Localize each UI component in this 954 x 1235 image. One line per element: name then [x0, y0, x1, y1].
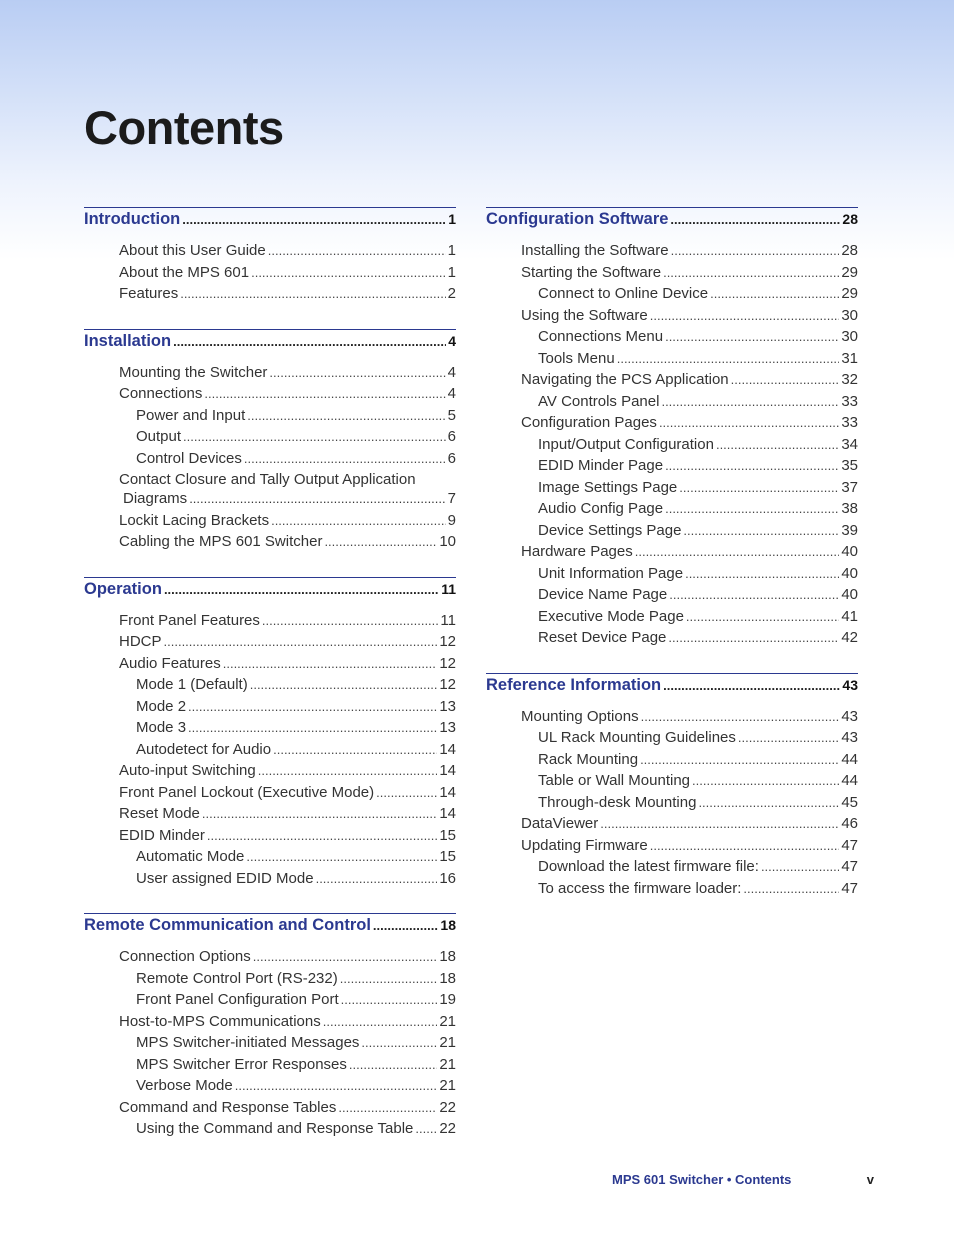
- toc-entry-label[interactable]: Autodetect for Audio: [136, 740, 272, 758]
- toc-entry-label[interactable]: Mode 2: [136, 697, 187, 715]
- toc-entry[interactable]: [486, 393, 858, 415]
- toc-entry[interactable]: [84, 612, 456, 634]
- toc-left-column: [84, 207, 468, 1164]
- toc-entry[interactable]: [486, 543, 858, 565]
- toc-entry-page-number: 2: [447, 285, 456, 302]
- toc-section-heading[interactable]: [84, 329, 456, 358]
- toc-entry[interactable]: [486, 479, 858, 501]
- toc-entry-label[interactable]: Output: [136, 428, 182, 445]
- footer-page-number: v: [866, 1172, 874, 1187]
- toc-entry-page-number: 21: [439, 1034, 456, 1051]
- dot-leader: [173, 334, 446, 349]
- toc-section: [486, 207, 870, 651]
- toc-entry-page-number: 44: [841, 772, 858, 789]
- toc-entry-page-number: 19: [439, 991, 456, 1008]
- toc-entry[interactable]: [84, 407, 456, 429]
- toc-entry-page-number: 16: [439, 869, 456, 887]
- toc-entry-label[interactable]: Download the latest firmware file:: [538, 858, 759, 875]
- toc-entry-label[interactable]: Device Settings Page: [538, 521, 682, 539]
- toc-entry[interactable]: [84, 385, 456, 407]
- toc-entry-label[interactable]: Features: [119, 285, 179, 302]
- toc-entry-page-number: 30: [841, 306, 858, 324]
- dot-leader: [323, 1014, 438, 1029]
- dot-leader: [600, 816, 839, 831]
- toc-entry-page-number: 18: [439, 948, 456, 965]
- toc-entry-label[interactable]: Reset Device Page: [538, 629, 667, 646]
- dot-leader: [183, 429, 446, 444]
- toc-entry-page-number: 33: [841, 414, 858, 431]
- toc-entry-label[interactable]: Hardware Pages: [521, 543, 633, 560]
- toc-entry-label[interactable]: To access the firmware loader:: [538, 879, 742, 897]
- toc-entry-label[interactable]: Front Panel Features: [119, 611, 260, 629]
- toc-entry-page-number: 45: [841, 793, 858, 811]
- toc-entry-page-number: 33: [841, 392, 858, 410]
- toc-entry-label[interactable]: Audio Features: [119, 654, 221, 672]
- section-title[interactable]: Reference Information: [486, 675, 662, 694]
- toc-entry-page-number: 6: [447, 428, 456, 445]
- toc-entry-label[interactable]: Image Settings Page: [538, 478, 678, 496]
- toc-entry[interactable]: [84, 948, 456, 970]
- dot-leader: [273, 742, 437, 757]
- dot-leader: [164, 582, 439, 597]
- toc-entry-page-number: 13: [439, 697, 456, 715]
- toc-entry[interactable]: [84, 264, 456, 286]
- toc-entry-page-number: 47: [841, 858, 858, 875]
- dot-leader: [316, 871, 438, 886]
- dot-leader: [223, 656, 438, 671]
- dot-leader: [415, 1121, 437, 1136]
- toc-entry-label[interactable]: Executive Mode Page: [538, 607, 684, 625]
- toc-entry-label[interactable]: Lockit Lacing Brackets: [119, 511, 270, 529]
- dot-leader: [258, 763, 438, 778]
- toc-entry-label[interactable]: Mounting the Switcher: [119, 363, 268, 381]
- toc-entry-page-number: 39: [841, 521, 858, 539]
- dot-leader: [247, 408, 445, 423]
- toc-entry[interactable]: [486, 815, 858, 837]
- dot-leader: [207, 828, 437, 843]
- dot-leader: [269, 365, 445, 380]
- toc-entry-label[interactable]: Device Name Page: [538, 586, 668, 603]
- toc-entry[interactable]: [486, 307, 858, 329]
- toc-entry[interactable]: [84, 1120, 456, 1142]
- toc-entry-label[interactable]: Table or Wall Mounting: [538, 772, 691, 789]
- toc-entry[interactable]: [486, 608, 858, 630]
- toc-entry-page-number: 22: [439, 1098, 456, 1116]
- toc-entry[interactable]: [486, 751, 858, 773]
- toc-entry-label[interactable]: Front Panel Lockout (Executive Mode): [119, 783, 375, 801]
- toc-entry-continuation: [84, 490, 456, 512]
- dot-leader: [661, 394, 839, 409]
- dot-leader: [668, 630, 839, 645]
- toc-entry[interactable]: [84, 1056, 456, 1078]
- toc-entry[interactable]: [84, 1013, 456, 1035]
- toc-entry[interactable]: [486, 565, 858, 587]
- toc-entry-page-number: 14: [439, 762, 456, 779]
- toc-entry-page-number: 10: [439, 533, 456, 550]
- toc-entry[interactable]: [84, 1077, 456, 1099]
- toc-entry[interactable]: [486, 837, 858, 859]
- toc-entry-label[interactable]: Remote Control Port (RS-232): [136, 969, 338, 987]
- toc-entry-page-number: 44: [841, 750, 858, 768]
- toc-section-heading[interactable]: [486, 207, 858, 236]
- toc-entry-page-number: 32: [841, 371, 858, 388]
- toc-entry[interactable]: [84, 784, 456, 806]
- toc-entry-label[interactable]: Navigating the PCS Application: [521, 371, 729, 388]
- dot-leader: [164, 634, 438, 649]
- toc-entry[interactable]: [486, 858, 858, 880]
- toc-entry[interactable]: [486, 285, 858, 307]
- toc-entry-page-number: 34: [841, 435, 858, 453]
- dot-leader: [663, 265, 839, 280]
- dot-leader: [686, 609, 839, 624]
- toc-entry[interactable]: [84, 991, 456, 1013]
- toc-entry[interactable]: [486, 371, 858, 393]
- dot-leader: [710, 286, 839, 301]
- toc-entry[interactable]: [84, 970, 456, 992]
- toc-entry[interactable]: [84, 633, 456, 655]
- dot-leader: [670, 212, 840, 227]
- toc-entry-page-number: 35: [841, 457, 858, 474]
- toc-entry-page-number: 14: [439, 805, 456, 822]
- section-title[interactable]: Operation: [84, 579, 162, 598]
- toc-entry[interactable]: [486, 414, 858, 436]
- toc-entry[interactable]: [486, 500, 858, 522]
- section-page-number: 11: [441, 580, 456, 597]
- toc-entry-page-number: 47: [841, 879, 858, 897]
- toc-section-heading[interactable]: [84, 207, 456, 236]
- toc-entry-label[interactable]: User assigned EDID Mode: [136, 869, 314, 887]
- toc-entry[interactable]: [486, 242, 858, 264]
- toc-entry-label[interactable]: Audio Config Page: [538, 500, 664, 517]
- toc-entry-page-number: 43: [841, 729, 858, 746]
- dot-leader: [650, 308, 840, 323]
- dot-leader: [182, 212, 446, 227]
- toc-entry-page-number: 12: [439, 633, 456, 650]
- toc-entry-page-number: 14: [439, 783, 456, 801]
- dot-leader: [204, 386, 445, 401]
- section-title[interactable]: Introduction: [84, 210, 181, 228]
- dot-leader: [640, 752, 839, 767]
- toc-entry[interactable]: [486, 457, 858, 479]
- dot-leader: [679, 480, 839, 495]
- toc-entry[interactable]: [84, 1099, 456, 1121]
- dot-leader: [635, 544, 840, 559]
- toc-entry-page-number: 4: [447, 363, 456, 381]
- toc-entry-page-number: 4: [447, 385, 456, 402]
- toc-entry[interactable]: [84, 698, 456, 720]
- dot-leader: [373, 918, 439, 933]
- dot-leader: [617, 351, 840, 366]
- toc-entry-page-number: 28: [841, 242, 858, 259]
- toc-entry-label[interactable]: UL Rack Mounting Guidelines: [538, 729, 736, 746]
- toc-entry-label[interactable]: EDID Minder Page: [538, 457, 664, 474]
- toc-entry[interactable]: [84, 1034, 456, 1056]
- toc-entry-label[interactable]: MPS Switcher-initiated Messages: [136, 1034, 360, 1051]
- toc-entry[interactable]: [84, 285, 456, 307]
- footer-doc-label: MPS 601 Switcher • Contents: [612, 1172, 792, 1187]
- toc-entry-list: [486, 242, 870, 651]
- dot-leader: [246, 849, 437, 864]
- dot-leader: [716, 437, 839, 452]
- toc-entry-page-number: 37: [841, 478, 858, 496]
- dot-leader: [685, 566, 839, 581]
- dot-leader: [268, 243, 446, 258]
- dot-leader: [665, 458, 839, 473]
- toc-entry[interactable]: [84, 719, 456, 741]
- toc-entry-label[interactable]: Host-to-MPS Communications: [119, 1012, 321, 1030]
- toc-entry-label[interactable]: HDCP: [119, 633, 162, 650]
- page-title: Contents: [84, 101, 284, 154]
- toc-entry-page-number: 18: [439, 969, 456, 987]
- toc-entry-page-number: 22: [439, 1120, 456, 1137]
- toc-entry[interactable]: [84, 655, 456, 677]
- toc-entry-label[interactable]: Connections Menu: [538, 328, 664, 345]
- page-footer: [612, 1172, 874, 1187]
- toc-entry-label[interactable]: Contact Closure and Tally Output Application: [119, 471, 416, 488]
- toc-entry[interactable]: [486, 350, 858, 372]
- dot-leader: [659, 415, 839, 430]
- toc-entry[interactable]: [486, 522, 858, 544]
- toc-section: [84, 913, 468, 1142]
- toc-entry-page-number: 6: [447, 449, 456, 467]
- toc-entry-label[interactable]: EDID Minder: [119, 826, 205, 844]
- toc-entry-page-number: 13: [439, 719, 456, 736]
- toc-entry-page-number: 41: [841, 607, 858, 625]
- dot-leader: [683, 523, 839, 538]
- toc-entry-label[interactable]: Connections: [119, 385, 203, 402]
- section-title[interactable]: Configuration Software: [486, 210, 669, 228]
- toc-entry[interactable]: [84, 512, 456, 534]
- toc-entry[interactable]: [84, 805, 456, 827]
- section-page-number: 1: [448, 211, 456, 227]
- toc-entry-page-number: 11: [440, 611, 456, 629]
- dot-leader: [262, 613, 439, 628]
- section-page-number: 4: [448, 332, 456, 349]
- toc-entry-label[interactable]: MPS Switcher Error Responses: [136, 1055, 347, 1073]
- dot-leader: [671, 243, 840, 258]
- toc-entry-label[interactable]: Verbose Mode: [136, 1077, 233, 1094]
- toc-entry-page-number: 21: [439, 1077, 456, 1094]
- toc-entry[interactable]: [486, 328, 858, 350]
- toc-entry[interactable]: [486, 729, 858, 751]
- toc-entry[interactable]: [486, 264, 858, 286]
- toc-entry-page-number: 9: [447, 511, 456, 529]
- toc-entry-page-number: 40: [841, 543, 858, 560]
- toc-entry-label[interactable]: DataViewer: [521, 815, 599, 832]
- dot-leader: [244, 451, 446, 466]
- toc-entry-list: [486, 708, 870, 902]
- toc-entry-label[interactable]: Through-desk Mounting: [538, 793, 697, 811]
- dot-leader: [188, 699, 437, 714]
- toc-entry-label[interactable]: Mounting Options: [521, 707, 639, 725]
- toc-entry-label[interactable]: Configuration Pages: [521, 414, 657, 431]
- toc-entry-page-number: 43: [841, 707, 858, 725]
- toc-entry-label-continued[interactable]: Diagrams: [123, 490, 188, 507]
- toc-entry-label[interactable]: Unit Information Page: [538, 564, 684, 582]
- dot-leader: [180, 286, 445, 301]
- dot-leader: [253, 949, 438, 964]
- toc-entry-page-number: 14: [439, 740, 456, 758]
- toc-entry[interactable]: [84, 364, 456, 386]
- toc-entry-page-number: 47: [841, 836, 858, 854]
- dot-leader: [650, 838, 840, 853]
- dot-leader: [341, 992, 438, 1007]
- toc-entry[interactable]: [486, 629, 858, 651]
- dot-leader: [731, 372, 840, 387]
- dot-leader: [271, 513, 446, 528]
- toc-entry-label[interactable]: About the MPS 601: [119, 263, 250, 281]
- toc-entry[interactable]: [84, 471, 456, 512]
- section-title[interactable]: Remote Communication and Control: [84, 916, 371, 934]
- dot-leader: [188, 720, 437, 735]
- toc-entry[interactable]: [84, 848, 456, 870]
- dot-leader: [669, 587, 839, 602]
- toc-entry-list: [84, 364, 468, 555]
- toc-entry-label[interactable]: Starting the Software: [521, 263, 662, 281]
- toc-entry-label[interactable]: Using the Command and Response Table: [136, 1120, 414, 1137]
- toc-entry-page-number: 12: [439, 676, 456, 693]
- toc-entry-page-number: 21: [439, 1055, 456, 1073]
- toc-entry-label[interactable]: Rack Mounting: [538, 750, 639, 768]
- toc-entry-page-number: 42: [841, 629, 858, 646]
- dot-leader: [361, 1035, 437, 1050]
- toc-entry-page-number: 15: [439, 826, 456, 844]
- toc-entry[interactable]: [84, 450, 456, 472]
- toc-entry-page-number: 30: [841, 328, 858, 345]
- dot-leader: [235, 1078, 438, 1093]
- dot-leader: [202, 806, 437, 821]
- toc-entry-page-number: 12: [439, 654, 456, 672]
- section-page-number: 18: [440, 917, 456, 933]
- dot-leader: [349, 1057, 437, 1072]
- toc-entry-page-number: 46: [841, 815, 858, 832]
- toc-entry-page-number: 1: [447, 242, 456, 259]
- toc-entry-page-number: 40: [841, 586, 858, 603]
- toc-entry-list: [84, 242, 468, 307]
- toc-entry-label[interactable]: Auto-input Switching: [119, 762, 256, 779]
- toc-entry[interactable]: [486, 586, 858, 608]
- toc-entry-label[interactable]: Front Panel Configuration Port: [136, 991, 339, 1008]
- toc-entry[interactable]: [84, 533, 456, 555]
- toc-entry[interactable]: [486, 794, 858, 816]
- section-page-number: 28: [842, 211, 858, 227]
- toc-section-heading[interactable]: [84, 577, 456, 606]
- dot-leader: [665, 501, 839, 516]
- toc-entry-page-number: 40: [841, 564, 858, 582]
- toc-entry[interactable]: [486, 436, 858, 458]
- toc-entry-page-number: 5: [447, 406, 456, 424]
- toc-entry-page-number: 29: [841, 263, 858, 281]
- toc-section: [84, 207, 468, 307]
- toc-entry-label[interactable]: Using the Software: [521, 306, 648, 324]
- toc-entry-page-number: 38: [841, 500, 858, 517]
- toc-entry-page-number: 29: [841, 285, 858, 302]
- toc-entry-label[interactable]: Connection Options: [119, 948, 251, 965]
- toc-right-column: [486, 207, 870, 923]
- toc-entry-label[interactable]: Power and Input: [136, 406, 246, 424]
- toc-section: [486, 673, 870, 902]
- dot-leader: [250, 677, 438, 692]
- dot-leader: [743, 881, 839, 896]
- toc-entry-page-number: 1: [447, 263, 456, 281]
- toc-section-heading[interactable]: [84, 913, 456, 942]
- toc-entry-page-number: 7: [447, 490, 456, 507]
- dot-leader: [189, 491, 445, 506]
- toc-entry[interactable]: [84, 762, 456, 784]
- toc-entry-label[interactable]: About this User Guide: [119, 242, 266, 259]
- toc-entry-list: [84, 612, 468, 892]
- dot-leader: [340, 971, 438, 986]
- toc-entry-label[interactable]: Tools Menu: [538, 349, 615, 367]
- dot-leader: [376, 785, 437, 800]
- toc-section: [84, 577, 468, 892]
- toc-entry-label[interactable]: Control Devices: [136, 449, 242, 467]
- dot-leader: [692, 773, 839, 788]
- toc-entry-label[interactable]: Mode 3: [136, 719, 187, 736]
- toc-entry-label[interactable]: Automatic Mode: [136, 848, 245, 865]
- toc-section: [84, 329, 468, 555]
- toc-section-heading[interactable]: [486, 673, 858, 702]
- toc-entry-page-number: 15: [439, 848, 456, 865]
- toc-entry-label[interactable]: AV Controls Panel: [538, 392, 660, 410]
- dot-leader: [663, 678, 840, 693]
- toc-entry-page-number: 31: [841, 349, 858, 367]
- toc-entry-label[interactable]: Updating Firmware: [521, 836, 648, 854]
- toc-entry[interactable]: [84, 676, 456, 698]
- toc-entry[interactable]: [84, 242, 456, 264]
- dot-leader: [338, 1100, 437, 1115]
- section-title[interactable]: Installation: [84, 331, 172, 350]
- dot-leader: [761, 859, 839, 874]
- dot-leader: [738, 730, 839, 745]
- toc-entry-label[interactable]: Command and Response Tables: [119, 1098, 337, 1116]
- dot-leader: [698, 795, 839, 810]
- toc-entry[interactable]: [486, 708, 858, 730]
- toc-entry-label[interactable]: Input/Output Configuration: [538, 435, 714, 453]
- toc-entry-label[interactable]: Installing the Software: [521, 242, 669, 259]
- toc-entry-label[interactable]: Mode 1 (Default): [136, 676, 248, 693]
- toc-entry[interactable]: [84, 741, 456, 763]
- toc-entry[interactable]: [84, 428, 456, 450]
- toc-entry-label[interactable]: Reset Mode: [119, 805, 200, 822]
- dot-leader: [641, 709, 840, 724]
- dot-leader: [665, 329, 839, 344]
- toc-entry-label[interactable]: Cabling the MPS 601 Switcher: [119, 533, 323, 550]
- dot-leader: [251, 265, 446, 280]
- toc-entry-page-number: 21: [439, 1012, 456, 1030]
- toc-entry[interactable]: [486, 772, 858, 794]
- toc-entry[interactable]: [84, 827, 456, 849]
- toc-entry[interactable]: [84, 870, 456, 892]
- toc-entry-list: [84, 948, 468, 1142]
- dot-leader: [324, 534, 437, 549]
- section-page-number: 43: [842, 676, 858, 693]
- toc-entry[interactable]: [486, 880, 858, 902]
- toc-entry-label[interactable]: Connect to Online Device: [538, 285, 709, 302]
